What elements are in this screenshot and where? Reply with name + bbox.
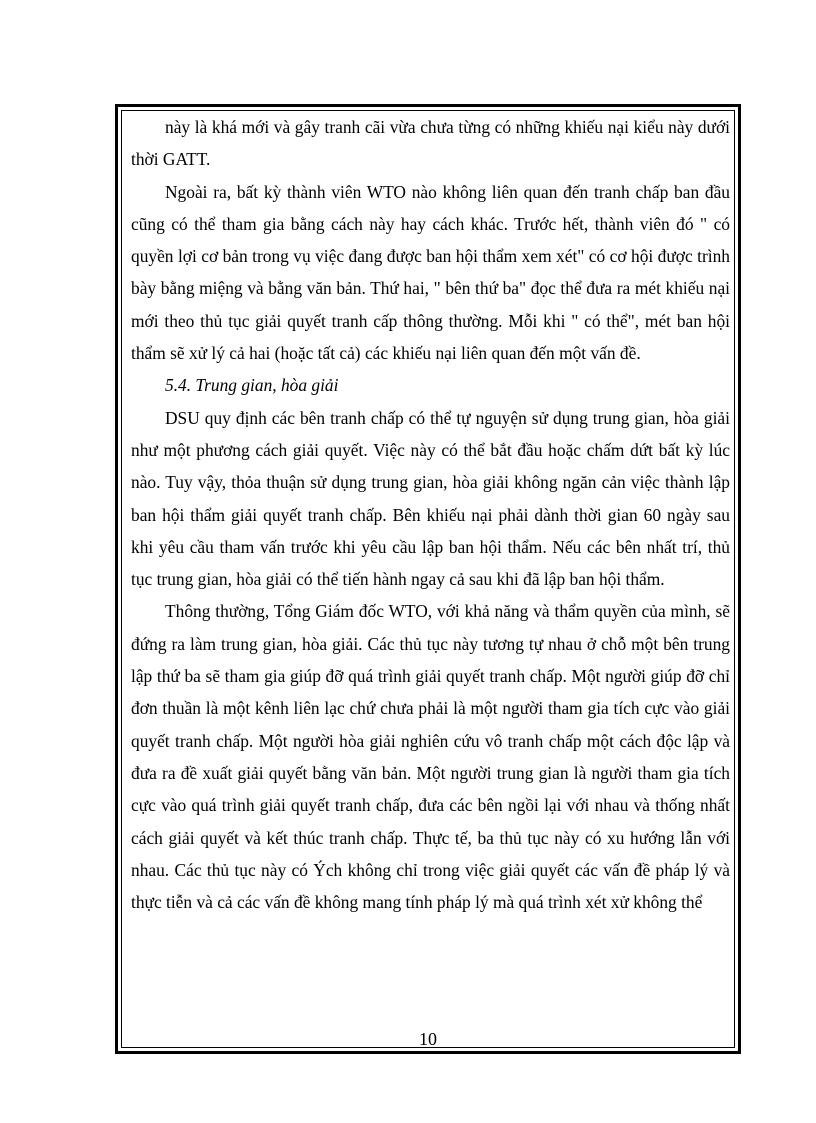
paragraph-third-party-rights: Ngoài ra, bất kỳ thành viên WTO nào không liên quan đến tranh chấp ban đầu cũng có thể tham gia bằng cách này hay cách khác. Trước hết, thành viên đó " có quyền lợi cơ bản trong vụ việc đang được ban hội thẩm xem xét" có cơ hội được trình bày bằng miệng và bằng văn bản. Thứ hai, " bên thứ ba" đọc thể đưa ra mét khiếu nại mới theo thủ tục giải quyết tranh cấp thông thường. Mỗi khi " có thể", mét ban hội thẩm sẽ xử lý cả hai (hoặc tất cả) các khiếu nại liên quan đến một vấn đề. xyxy=(131,181,730,364)
paragraph-dsu-mediation: DSU quy định các bên tranh chấp có thể tự nguyện sử dụng trung gian, hòa giải như một phương cách giải quyết. Việc này có thể bắt đầu hoặc chấm dứt bất kỳ lúc nào. Tuy vậy, thỏa thuận sử dụng trung gian, hòa giải không ngăn cản việc thành lập ban hội thẩm giải quyết tranh chấp. Bên khiếu nại phải dành thời gian 60 ngày sau khi yêu cầu tham vấn trước khi yêu cầu lập ban hội thẩm. Nếu các bên nhất trí, thủ tục trung gian, hòa giải có thể tiến hành ngay cả sau khi đã lập ban hội thẩm. xyxy=(131,407,730,590)
document-body xyxy=(131,111,730,918)
section-heading-mediation: 5.4. Trung gian, hòa giải xyxy=(165,375,339,396)
paragraph-continuation: này là khá mới và gây tranh cãi vừa chưa từng có những khiếu nại kiểu này dưới thời GATT. xyxy=(131,117,730,170)
paragraph-director-general: Thông thường, Tổng Giám đốc WTO, với khả năng và thẩm quyền của mình, sẽ đứng ra làm trung gian, hòa giải. Các thủ tục này tương tự nhau ở chỗ một bên trung lập thứ ba sẽ tham gia giúp đỡ quá trình giải quyết tranh chấp. Một người giúp đỡ chỉ đơn thuần là một kênh liên lạc chứ chưa phải là một người tham gia tích cực vào giải quyết tranh chấp. Một người hòa giải nghiên cứu vô tranh chấp một cách độc lập và đưa ra đề xuất giải quyết bằng văn bản. Một người trung gian là người tham gia tích cực vào quá trình giải quyết tranh chấp, đưa các bên ngồi lại với nhau và thống nhất cách giải quyết và kết thúc tranh chấp. Thực tế, ba thủ tục này có xu hướng lẫn với nhau. Các thủ tục này có Ých không chỉ trong việc giải quyết các vấn đề pháp lý và thực tiễn và cả các vấn đề không mang tính pháp lý mà quá trình xét xử không thể xyxy=(131,601,730,913)
page-number: 10 xyxy=(419,1029,437,1049)
